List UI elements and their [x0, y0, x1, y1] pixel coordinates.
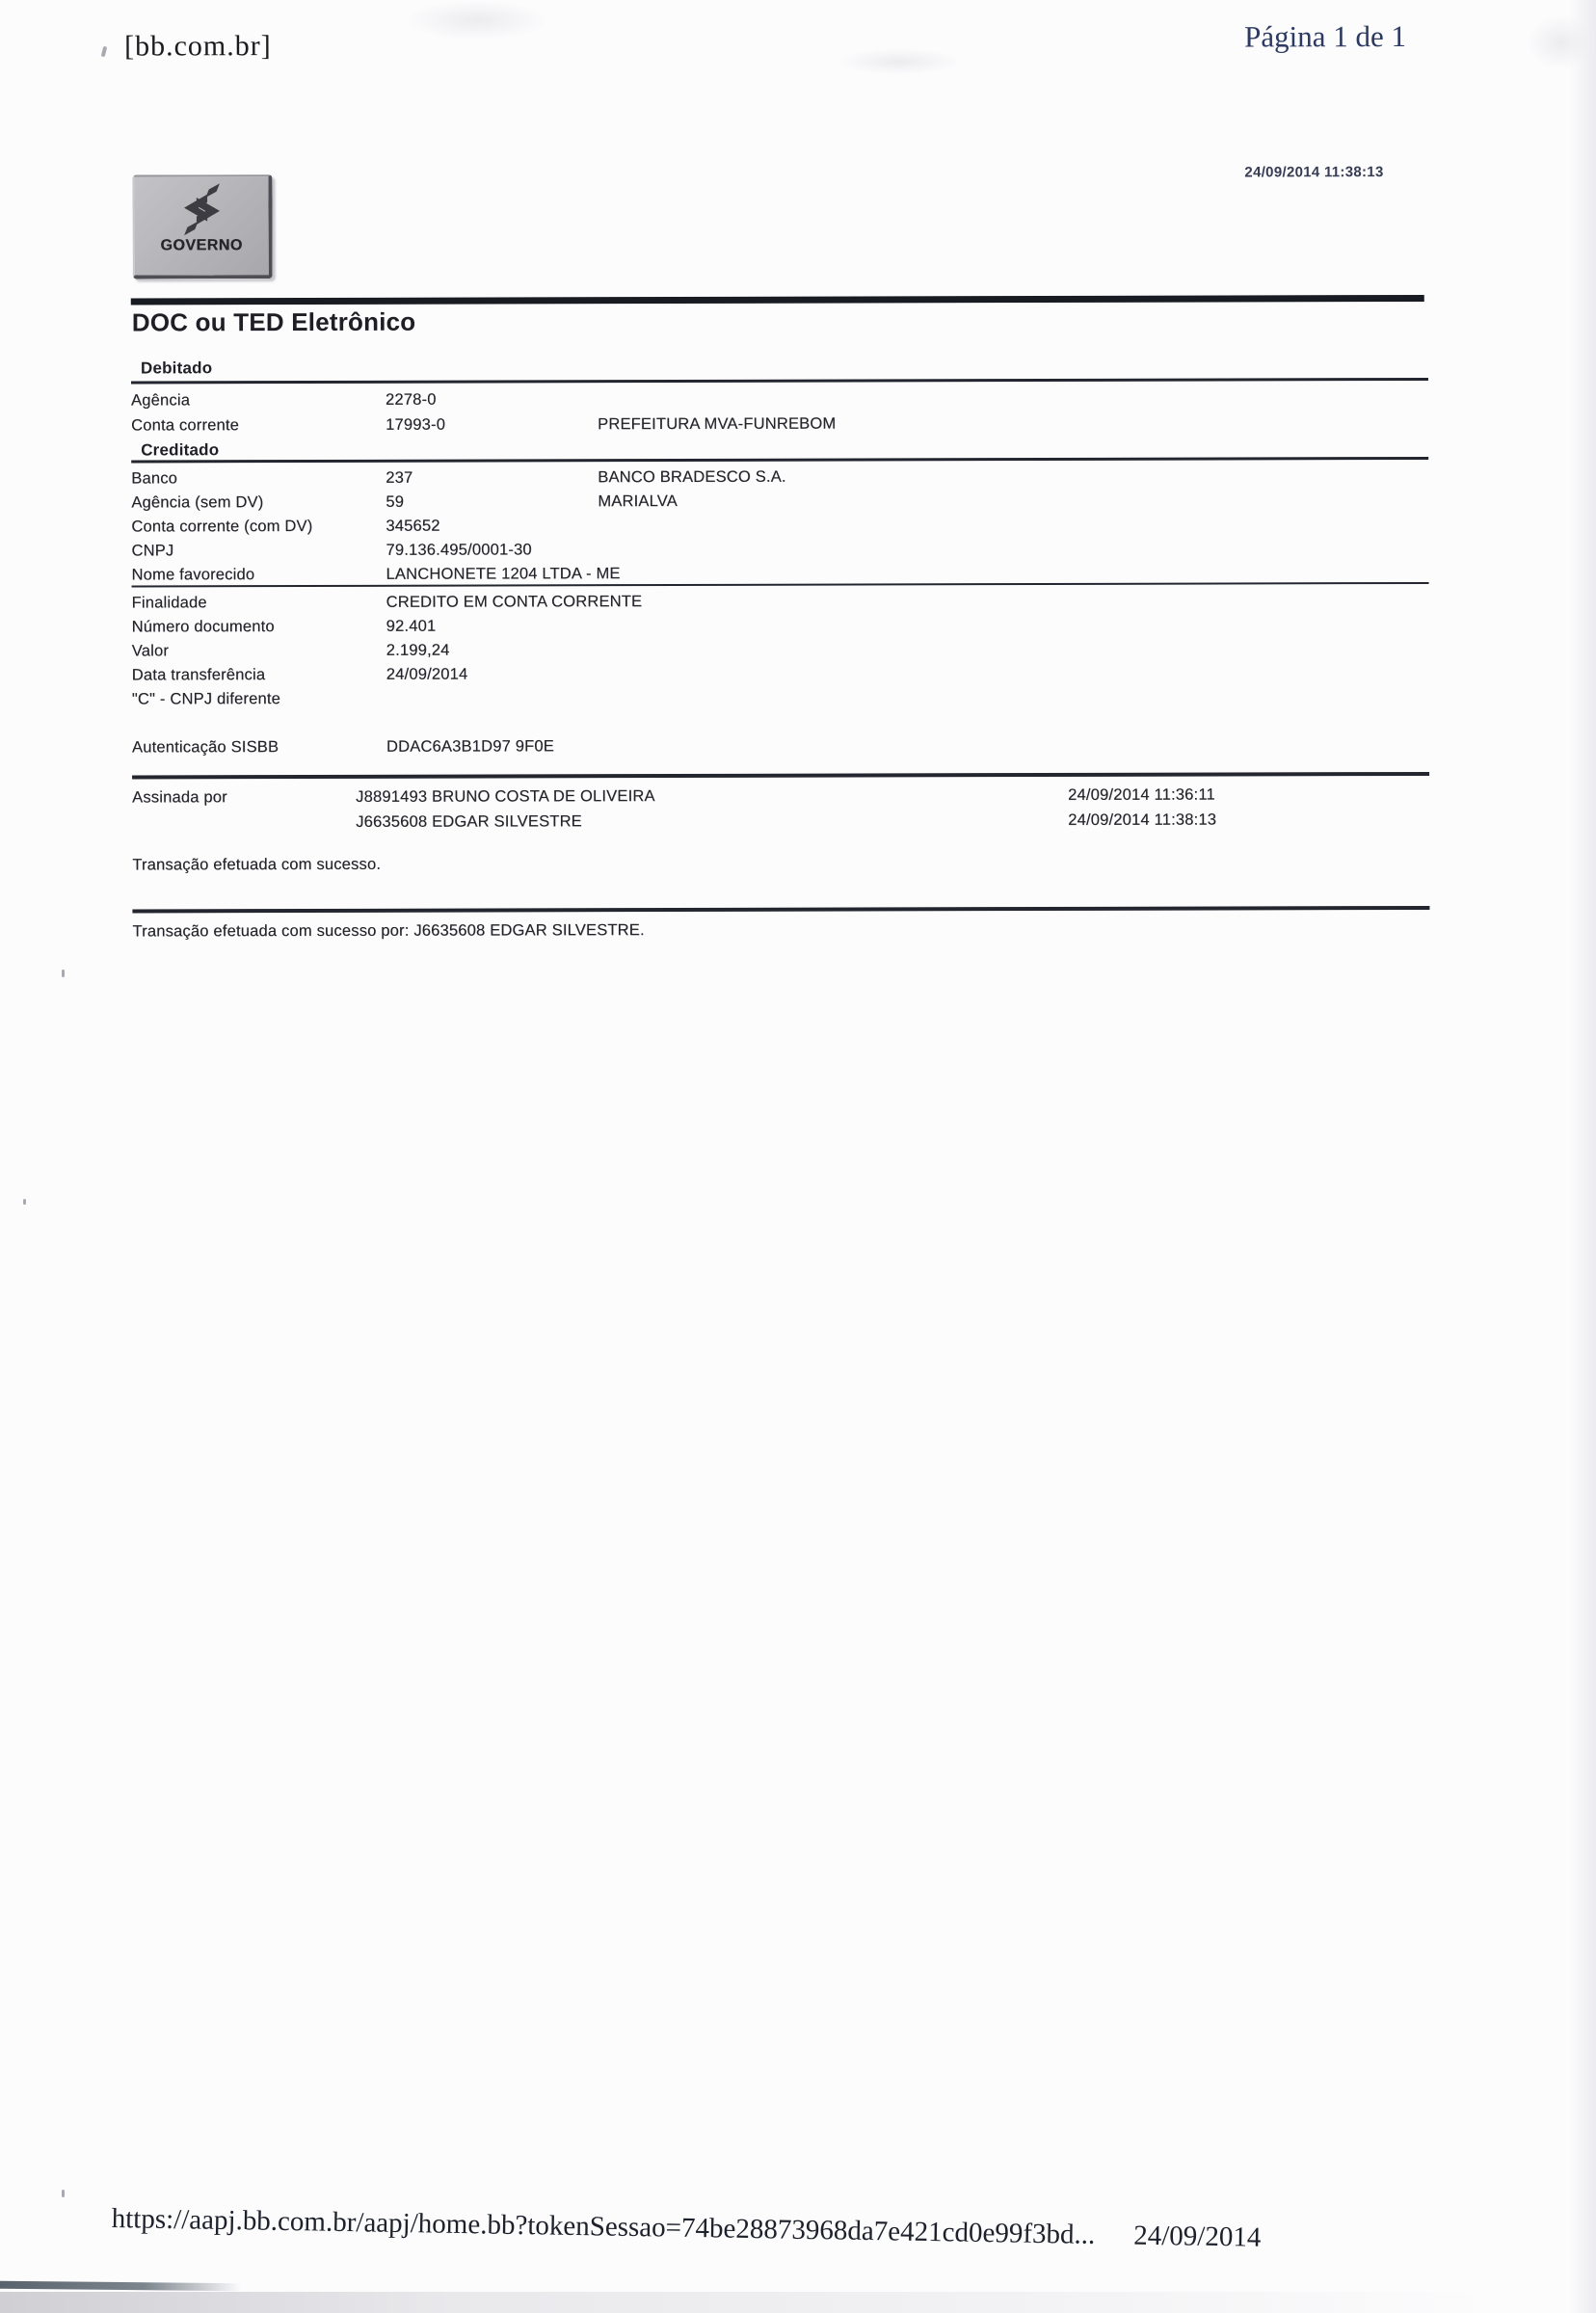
field-row: [0, 515, 1542, 542]
field-extra: BANCO BRADESCO S.A.: [598, 467, 786, 487]
divider-line: [131, 457, 1428, 464]
field-row: [1, 639, 1543, 666]
field-value: 24/09/2014: [386, 665, 468, 683]
field-value: CREDITO EM CONTA CORRENTE: [386, 593, 643, 611]
divider-line: [131, 378, 1428, 385]
signer-id-name: J8891493 BRUNO COSTA DE OLIVEIRA: [356, 787, 655, 806]
signature-timestamp: 24/09/2014 11:36:11: [1068, 785, 1215, 804]
field-row: [1, 663, 1543, 690]
field-label: Banco: [131, 469, 178, 488]
governo-label: GOVERNO: [160, 237, 243, 254]
print-timestamp: 24/09/2014 11:38:13: [1244, 164, 1384, 181]
field-label: "C" - CNPJ diferente: [131, 690, 281, 708]
page-number-text: Página 1 de 1: [1244, 19, 1406, 54]
field-extra: PREFEITURA MVA-FUNREBOM: [598, 414, 837, 434]
field-value: 345652: [386, 517, 440, 535]
field-row: [0, 388, 1542, 415]
signature-timestamp: 24/09/2014 11:38:13: [1068, 811, 1217, 829]
divider-line: [132, 772, 1429, 780]
field-extra: MARIALVA: [598, 492, 678, 511]
site-address-text: [bb.com.br]: [124, 30, 272, 63]
field-row: [0, 539, 1542, 566]
field-value: DDAC6A3B1D97 9F0E: [386, 737, 554, 756]
document-title: DOC ou TED Eletrônico: [131, 306, 416, 337]
field-value: 59: [386, 492, 405, 511]
field-row: [1, 687, 1543, 714]
field-row: [1, 591, 1543, 618]
governo-logo-button: [132, 174, 272, 279]
header-rule: [131, 295, 1424, 306]
field-value: 237: [386, 468, 413, 487]
field-label: Data transferência: [131, 666, 266, 684]
field-label: Conta corrente (com DV): [131, 517, 313, 536]
field-label: Agência (sem DV): [131, 493, 264, 512]
field-label: Número documento: [131, 618, 275, 636]
field-label: Finalidade: [131, 594, 207, 612]
field-label: Valor: [131, 642, 170, 660]
field-row: [1, 615, 1543, 642]
field-value: 2278-0: [386, 390, 437, 409]
field-label: Autenticação SISBB: [131, 738, 279, 757]
field-value: 2.199,24: [386, 641, 450, 659]
field-value: 92.401: [386, 617, 437, 635]
field-label: CNPJ: [131, 542, 174, 560]
footer-url: https://aapj.bb.com.br/aapj/home.bb?tokenSessao=74be28873968da7e421cd0e99f3bd...: [111, 2203, 1096, 2250]
field-value: LANCHONETE 1204 LTDA - ME: [386, 565, 621, 583]
status-text: Transação efetuada com sucesso.: [132, 855, 382, 874]
field-row: [1, 735, 1543, 762]
field-label: Agência: [131, 391, 191, 410]
footer-date: 24/09/2014: [1132, 2220, 1262, 2253]
field-row: [0, 466, 1542, 493]
banco-do-brasil-logo-icon: [172, 182, 231, 236]
final-status-text: Transação efetuada com sucesso por: J6635608 EDGAR SILVESTRE.: [132, 921, 645, 941]
field-label: Conta corrente: [131, 416, 240, 435]
field-value: 79.136.495/0001-30: [386, 541, 532, 559]
signed-by-label: Assinada por: [132, 788, 227, 807]
field-row: [0, 413, 1542, 440]
signer-row: [1, 811, 1543, 837]
field-row: [0, 491, 1542, 518]
signer-row: [1, 785, 1543, 812]
section-heading-creditado: Creditado: [141, 440, 220, 460]
divider-line: [132, 906, 1429, 914]
signer-id-name: J6635608 EDGAR SILVESTRE: [356, 812, 582, 831]
section-heading-debitado: Debitado: [140, 359, 213, 378]
field-label: Nome favorecido: [131, 566, 255, 584]
field-value: 17993-0: [386, 415, 446, 434]
